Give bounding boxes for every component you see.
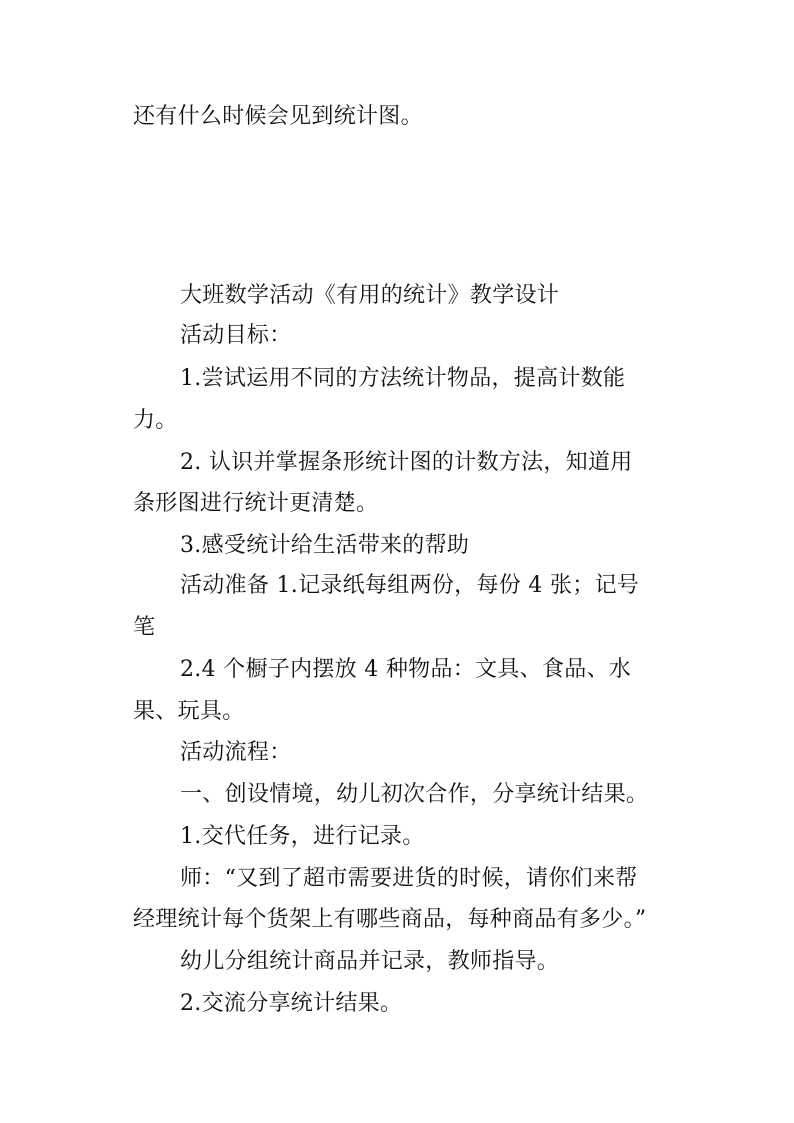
section-heading-process: 活动流程： bbox=[180, 740, 292, 765]
process-substep-2: 2.交流分享统计结果。 bbox=[180, 991, 403, 1016]
section-heading-goals: 活动目标： bbox=[180, 323, 292, 348]
goal-item-1: 1.尝试运用不同的方法统计物品，提高计数能 bbox=[180, 366, 626, 391]
process-note: 幼儿分组统计商品并记录，教师指导。 bbox=[180, 949, 560, 974]
teacher-quote: 师：“又到了超市需要进货的时候，请你们来帮 bbox=[180, 866, 638, 891]
preparation-continued: 笔 bbox=[133, 615, 156, 640]
document-title: 大班数学活动《有用的统计》教学设计 bbox=[180, 283, 560, 308]
process-substep-1: 1.交代任务，进行记录。 bbox=[180, 824, 425, 849]
section-preparation: 活动准备 1.记录纸每组两份，每份 4 张；记号 bbox=[180, 573, 640, 598]
preparation-item-2: 2.4 个橱子内摆放 4 种物品：文具、食品、水 bbox=[180, 657, 632, 682]
teacher-quote-continued: 经理统计每个货架上有哪些商品，每种商品有多少。” bbox=[133, 907, 647, 932]
text-line-intro: 还有什么时候会见到统计图。 bbox=[133, 104, 423, 129]
preparation-item-2-continued: 果、玩具。 bbox=[133, 699, 245, 724]
goal-item-3: 3.感受统计给生活带来的帮助 bbox=[180, 533, 470, 558]
goal-item-2: 2. 认识并掌握条形统计图的计数方法，知道用 bbox=[180, 450, 633, 475]
goal-item-2-continued: 条形图进行统计更清楚。 bbox=[133, 491, 379, 516]
process-step-1-heading: 一、创设情境，幼儿初次合作，分享统计结果。 bbox=[180, 782, 649, 807]
goal-item-1-continued: 力。 bbox=[133, 408, 178, 433]
